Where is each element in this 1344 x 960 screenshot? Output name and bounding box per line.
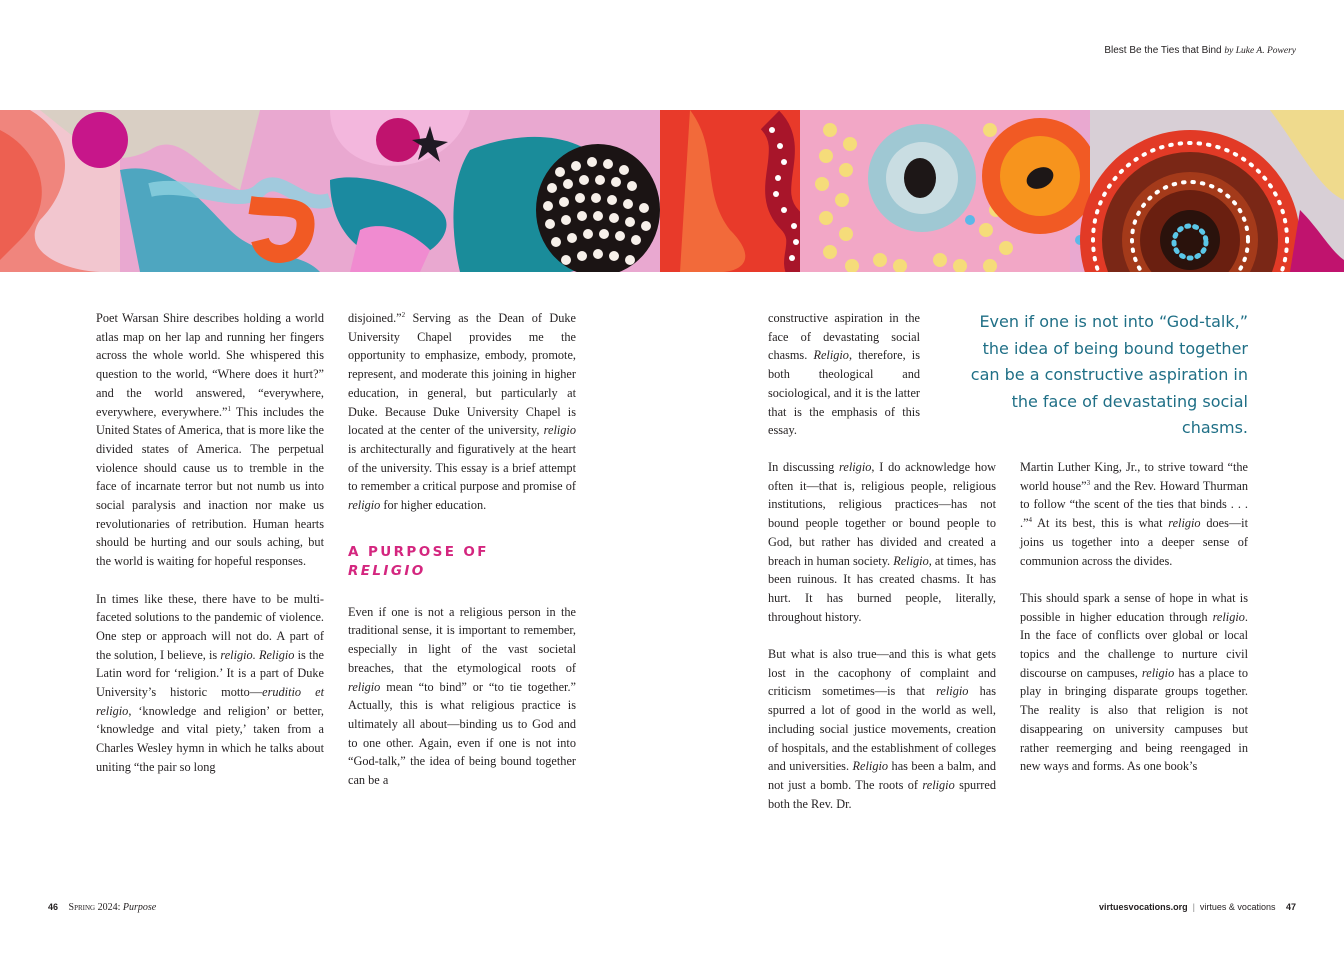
article-title: Blest Be the Ties that Bind [1104, 45, 1222, 56]
page-number-right: 47 [1285, 902, 1296, 912]
website-link[interactable]: virtuesvocations.org [1099, 902, 1188, 912]
body-column-3 [768, 458, 996, 813]
paragraph: This should spark a sense of hope in what is possible in higher education through religio. In the face of conflicts over global or local topics and the challenge to nurture civil discourse on campuses, religio has a place to play in bringing disparate groups together. The reality is also that religion is not disappearing on university campuses but rather reemerging and being reengaged in new ways and forms. As one book’s [1020, 590, 1248, 774]
abstract-painting-illustration [0, 110, 1344, 272]
magazine-name: virtues & vocations [1199, 902, 1276, 912]
paragraph: In discussing religio, I do acknowledge how often it—that is, religious people, religious institutions, religious practices—has not bound people together or bound people to God, but rather has divided and created a breach in human society. Religio, at times, has been ruinous. It has created chasms. It has hurt. It has burned people, literally, throughout history. [768, 460, 997, 624]
issue-label: Spring 2024: Purpose [68, 902, 157, 913]
page-number-left: 46 [48, 902, 59, 912]
body-column-3-top [768, 309, 920, 440]
paragraph: But what is also true—and this is what gets lost in the cacophony of complaint and criticism sometimes—is that religio has spurred a lot of good in the world as well, including social justice movements, creation of hospitals, and the establishment of colleges and universities. Religio has been a balm, and not just a bomb. The roots of religio spurred both the Rev. Dr. [768, 647, 997, 811]
footer-separator: | [1192, 902, 1195, 912]
paragraph: In times like these, there have to be multi-faceted solutions to the pandemic of violence. One step or approach will not do. A part of the solution, I believe, is religio. Religio is the Latin word for ‘religion.’ It is a part of Duke University’s historic motto—eruditio et religio, ‘knowledge and religion’ or better, ‘knowledge and vital piety,’ taken from a Charles Wesley hymn in which he talks about uniting “the pair so long [96, 591, 325, 774]
footer-right [1099, 902, 1296, 912]
paragraph: disjoined.”$^2$ Serving as the Dean of Duke University Chapel provides me the opportunity to emphasize, embody, promote, represent, and moderate this joining in higher education, in general, but particularly at Duke. Because Duke University Chapel is located at the center of the university, religio is architecturally and figuratively at the heart of the university. This essay is a brief attempt to remember a critical purpose and promise of religio for higher education. [348, 310, 576, 513]
running-head [1104, 45, 1296, 56]
body-column-4 [1020, 458, 1248, 776]
pull-quote: Even if one is not into “God-talk,” the idea of being bound together can be a constructive aspiration in the face of devastating social chasms. [970, 312, 1248, 438]
paragraph: Martin Luther King, Jr., to strive toward “the world house”$^3$ and the Rev. Howard Thurman to follow “the scent of the ties that binds . . . .”$^4$ At its best, this is what religio does—it joins us together into a deeper sense of communion across the divides. [1020, 460, 1248, 568]
paragraph: Poet Warsan Shire describes holding a world atlas map on her lap and running her fingers across the whole world. She whispered this question to the world, “Where does it hurt?” and the world answered, “everywhere, everywhere, everywhere.”$^1$ This includes the United States of America, that is more like the divided states of America. The perpetual violence should cause us to tremble in the face of incarnate terror but not numb us into social paralysis and inaction nor make us revolutionaries of retribution. Human hearts should be hurting and our souls aching, but the world is waiting for hopeful responses. [96, 311, 324, 569]
body-column-1 [96, 309, 324, 777]
article-byline: by Luke A. Powery [1224, 46, 1296, 56]
body-column-2 [348, 309, 576, 790]
painted-banner-image [0, 110, 1344, 272]
paragraph: Even if one is not a religious person in the traditional sense, it is important to remember, especially in light of the vast societal breaches, that the etymological roots of religio mean “to bind” or “to tie together.” Actually, this is what religious practice is ultimately all about—binding us to God and to one other. Again, even if one is not into “God-talk,” the idea of being bound together can be a [348, 604, 576, 788]
section-heading: A PURPOSE OF RELIGIO [348, 543, 489, 579]
paragraph: constructive aspiration in the face of devastating social chasms. Religio, therefore, is both theological and sociological, and it is the latter that is the emphasis of this essay. [768, 311, 920, 438]
footer-left [48, 902, 156, 913]
